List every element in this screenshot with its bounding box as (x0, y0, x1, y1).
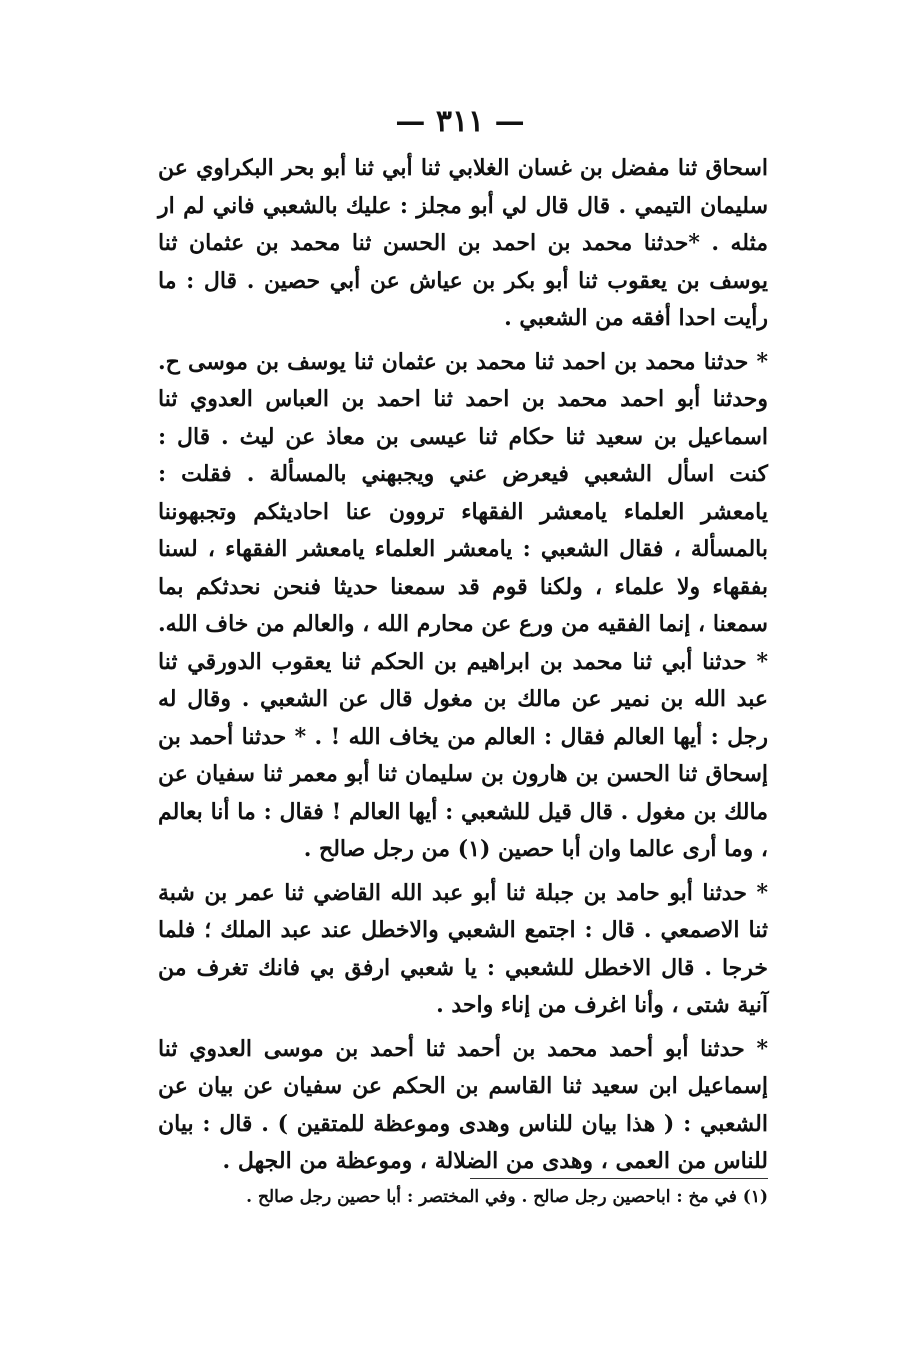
paragraph: * حدثنا أبو حامد بن جبلة ثنا أبو عبد الله القاضي ثنا عمر بن شبة ثنا الاصمعي . قال : اجتمع الشعبي والاخطل عند عبد الملك ؛ فلما خرجا . قال الاخطل للشعبي : يا شعبي ارفق بي فانك تغرف من آنية شتى ، وأنا اغرف من إناء واحد . (158, 879, 768, 1018)
paragraph: اسحاق ثنا مفضل بن غسان الغلابي ثنا أبي ثنا أبو بحر البكراوي عن سليمان التيمي . قال قال لي أبو مجلز : عليك بالشعبي فاني لم ار مثله . *حدثنا محمد بن احمد بن الحسن ثنا محمد بن عثمان ثنا يوسف بن يعقوب ثنا أبو بكر بن عياش عن أبي حصين . قال : ما رأيت احدا أفقه من الشعبي . (158, 155, 768, 331)
page-number: — ٣١١ — (395, 104, 525, 139)
main-text (158, 150, 768, 1187)
footnote: (١) في مخ : اباحصين رجل صالح . وفي المختصر : أبا حصين رجل صالح . (246, 1187, 768, 1207)
footnote-divider (470, 1178, 768, 1179)
paragraph: * حدثنا محمد بن احمد ثنا محمد بن عثمان ثنا يوسف بن موسى ح. وحدثنا أبو احمد محمد بن احمد ثنا احمد بن العباس العدوي ثنا اسماعيل بن سعيد ثنا حكام ثنا عيسى بن معاذ عن ليث . قال : كنت اسأل الشعبي فيعرض عني ويجبهني بالمسألة . فقلت : يامعشر العلماء يامعشر الفقهاء تروون عنا احاديثكم وتجبهوننا بالمسألة ، فقال الشعبي : يامعشر العلماء يامعشر الفقهاء ، لسنا بفقهاء ولا علماء ، ولكنا قوم قد سمعنا حديثا فنحن نحدثكم بما سمعنا ، إنما الفقيه من ورع عن محارم الله ، والعالم من خاف الله. * حدثنا أبي ثنا محمد بن ابراهيم بن الحكم ثنا يعقوب الدورقي ثنا عبد الله بن نمير عن مالك بن مغول قال عن الشعبي . وقال له رجل : أيها العالم فقال : العالم من يخاف الله ! . * حدثنا أحمد بن إسحاق ثنا الحسن بن هارون بن سليمان ثنا أبو معمر ثنا سفيان عن مالك بن مغول . قال قيل للشعبي : أيها العالم ! فقال : ما أنا بعالم ، وما أرى عالما وان أبا حصين (١) من رجل صالح . (158, 348, 768, 862)
paragraph: * حدثنا أبو أحمد محمد بن أحمد ثنا أحمد بن موسى العدوي ثنا إسماعيل ابن سعيد ثنا القاسم بن الحكم عن سفيان عن بيان عن الشعبي : ( هذا بيان للناس وهدى وموعظة للمتقين ) . قال : بيان للناس من العمى ، وهدى من الضلالة ، وموعظة من الجهل . (158, 1035, 768, 1174)
